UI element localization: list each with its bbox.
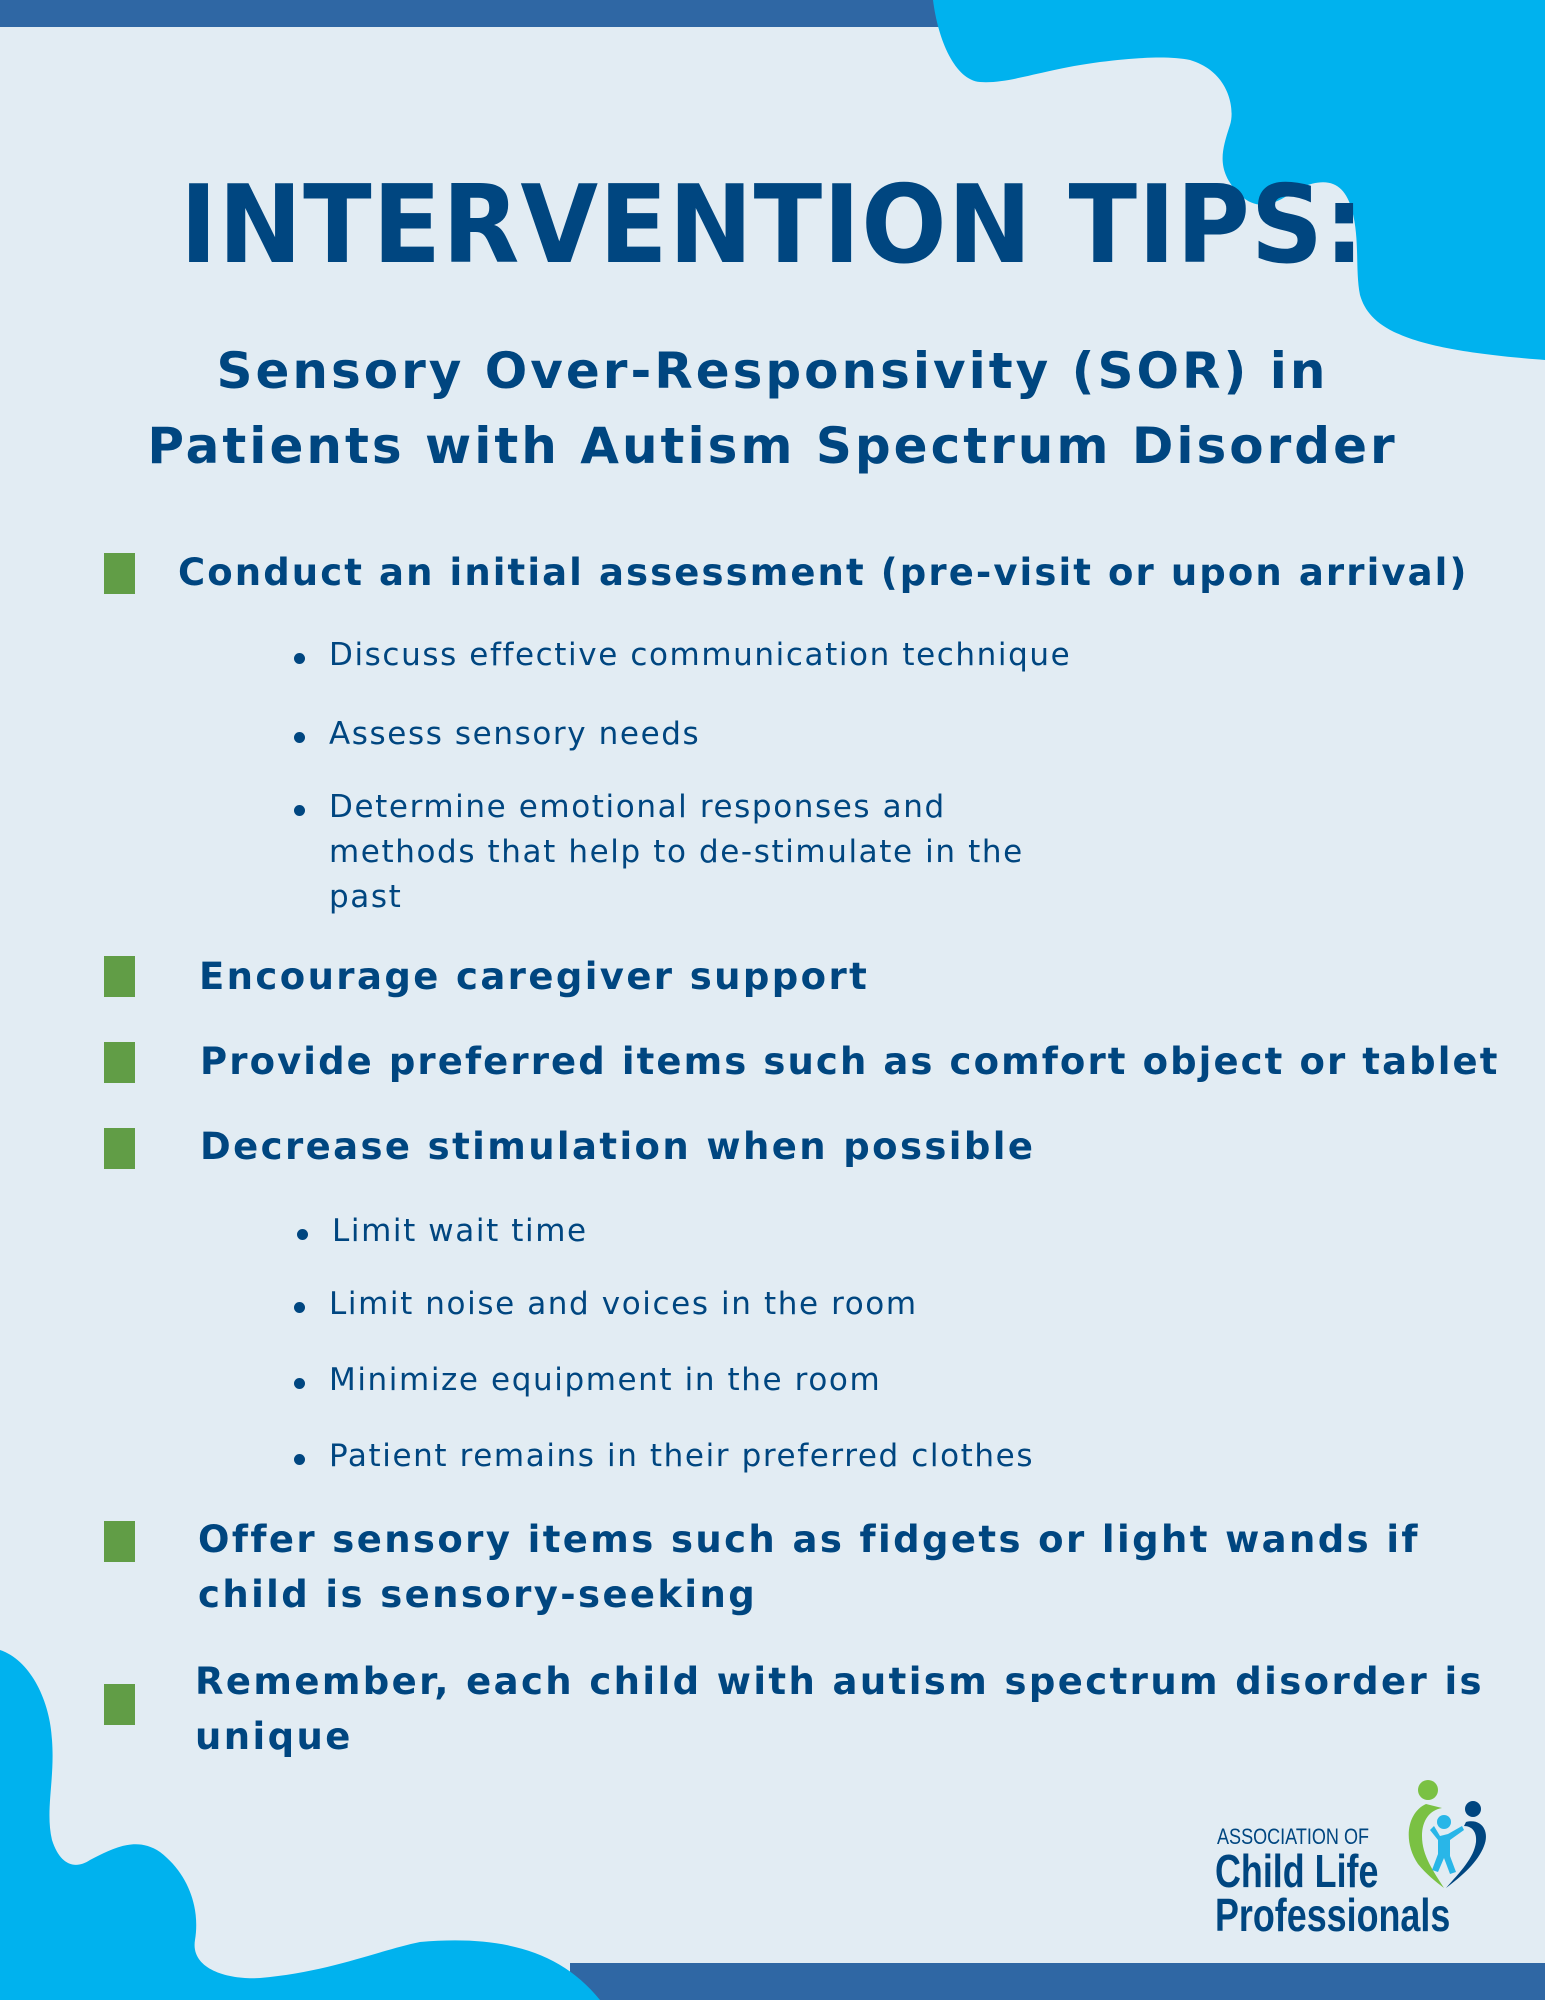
acclp-logo	[1212, 1780, 1512, 1940]
green-square-marker-icon	[104, 956, 135, 997]
tip-text-line-2: unique	[195, 1715, 353, 1758]
logo-line-association: ASSOCIATION OF	[1217, 1824, 1370, 1849]
bullet-icon	[294, 732, 305, 743]
subtitle-line-2: Patients with Autism Spectrum Disorder	[147, 417, 1398, 475]
page-subtitle	[0, 334, 1545, 484]
green-square-marker-icon	[104, 1128, 135, 1169]
bullet-icon	[294, 1378, 305, 1389]
family-heart-icon	[1404, 1780, 1494, 1890]
tip-text-line-1: Remember, each child with autism spectrum disorder is	[195, 1660, 1484, 1703]
bullet-icon	[294, 1302, 305, 1313]
subitem-text-line-3: past	[329, 879, 403, 915]
top-band	[0, 0, 960, 27]
subitem-text: Minimize equipment in the room	[329, 1362, 882, 1398]
bullet-icon	[294, 805, 305, 816]
tip-text: Decrease stimulation when possible	[200, 1125, 1036, 1168]
page-title: INTERVENTION TIPS:	[179, 163, 1366, 288]
tip-text: Conduct an initial assessment (pre-visit or upon arrival)	[178, 551, 1469, 594]
subtitle-line-1: Sensory Over-Responsivity (SOR) in	[216, 342, 1329, 400]
bottom-band	[570, 1963, 1545, 2000]
green-square-marker-icon	[104, 1684, 135, 1725]
tip-text: Provide preferred items such as comfort object or tablet	[200, 1040, 1500, 1083]
tip-text-line-2: child is sensory-seeking	[198, 1573, 758, 1616]
logo-line-child-life: Child Life	[1215, 1845, 1379, 1897]
subitem-text: Limit wait time	[332, 1213, 588, 1249]
subitem-text: Patient remains in their preferred clothes	[329, 1438, 1035, 1474]
logo-line-professionals: Professionals	[1215, 1889, 1451, 1941]
tip-text: Encourage caregiver support	[199, 955, 870, 998]
bullet-icon	[294, 653, 305, 664]
subitem-text: Discuss effective communication technique	[329, 637, 1072, 673]
subitem-text: Limit noise and voices in the room	[329, 1286, 918, 1322]
tip-text-line-1: Offer sensory items such as fidgets or light wands if	[198, 1518, 1420, 1561]
subitem-text-line-1: Determine emotional responses and	[329, 789, 946, 825]
subitem-text: Assess sensory needs	[329, 716, 701, 752]
green-square-marker-icon	[104, 1042, 135, 1083]
bullet-icon	[297, 1229, 308, 1240]
subitem-text-line-2: methods that help to de-stimulate in the	[329, 834, 1024, 870]
green-square-marker-icon	[104, 553, 135, 594]
green-square-marker-icon	[104, 1521, 135, 1562]
bullet-icon	[294, 1454, 305, 1465]
